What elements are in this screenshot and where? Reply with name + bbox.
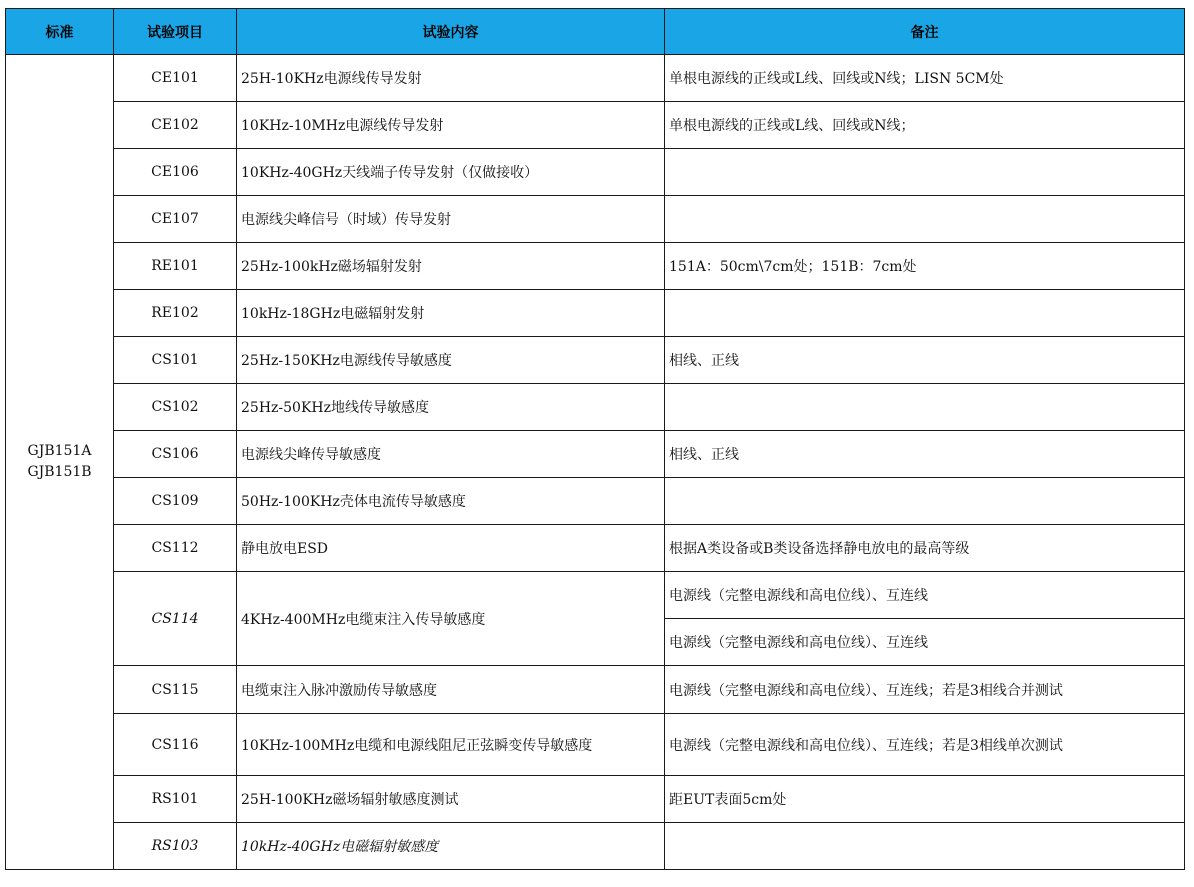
standard-cell [6,55,114,870]
test-note [665,823,1185,870]
test-code: CE107 [114,196,237,243]
test-note: 电源线（完整电源线和高电位线）、互连线 [665,572,1185,619]
table-row [6,384,1185,431]
test-code: CS114 [114,572,237,666]
test-note: 151A：50cm\7cm处；151B：7cm处 [665,243,1185,290]
test-note [665,149,1185,196]
test-note: 相线、正线 [665,337,1185,384]
test-content: 4KHz-400MHz电缆束注入传导敏感度 [237,572,665,666]
test-code: CE101 [114,55,237,102]
test-content: 25H-10KHz电源线传导发射 [237,55,665,102]
table-row [6,776,1185,823]
header-test-content: 试验内容 [237,9,665,55]
test-note [665,478,1185,525]
table-row [6,102,1185,149]
test-content: 25Hz-100kHz磁场辐射发射 [237,243,665,290]
table-row [6,478,1185,525]
test-content: 10kHz-40GHz电磁辐射敏感度 [237,823,665,870]
test-note [665,290,1185,337]
test-content: 10KHz-100MHz电缆和电源线阻尼正弦瞬变传导敏感度 [237,714,665,776]
table-row [6,55,1185,102]
test-content: 10KHz-40GHz天线端子传导发射（仅做接收） [237,149,665,196]
test-content: 10kHz-18GHz电磁辐射发射 [237,290,665,337]
test-note [665,384,1185,431]
test-code: CE102 [114,102,237,149]
test-note: 单根电源线的正线或L线、回线或N线；LISN 5CM处 [665,55,1185,102]
test-content: 25Hz-150KHz电源线传导敏感度 [237,337,665,384]
table-row [6,431,1185,478]
test-content: 25H-100KHz磁场辐射敏感度测试 [237,776,665,823]
test-code: RE101 [114,243,237,290]
table-row [6,714,1185,776]
header-row [6,9,1185,55]
test-note [665,196,1185,243]
test-content: 电源线尖峰信号（时域）传导发射 [237,196,665,243]
test-items-table [5,8,1185,870]
standard-gjb151b: GJB151B [27,464,92,480]
test-content: 电源线尖峰传导敏感度 [237,431,665,478]
test-note: 距EUT表面5cm处 [665,776,1185,823]
table-row [6,337,1185,384]
test-code: CS115 [114,666,237,714]
standard-gjb151a: GJB151A [27,443,92,459]
test-note: 单根电源线的正线或L线、回线或N线； [665,102,1185,149]
table-row [6,290,1185,337]
header-standard: 标准 [6,9,114,55]
test-code: CS106 [114,431,237,478]
table-row [6,196,1185,243]
test-code: CS101 [114,337,237,384]
test-note: 根据A类设备或B类设备选择静电放电的最高等级 [665,525,1185,572]
header-remarks: 备注 [665,9,1185,55]
table-row [6,572,1185,619]
test-note: 相线、正线 [665,431,1185,478]
table-row [6,243,1185,290]
table-row [6,823,1185,870]
test-note: 电源线（完整电源线和高电位线）、互连线；若是3相线单次测试 [665,714,1185,776]
test-code: RE102 [114,290,237,337]
test-content: 10KHz-10MHz电源线传导发射 [237,102,665,149]
test-code: CS112 [114,525,237,572]
test-note: 电源线（完整电源线和高电位线）、互连线；若是3相线合并测试 [665,666,1185,714]
test-code: RS101 [114,776,237,823]
test-code: CE106 [114,149,237,196]
test-content: 静电放电ESD [237,525,665,572]
test-code: RS103 [114,823,237,870]
test-code: CS102 [114,384,237,431]
header-test-item: 试验项目 [114,9,237,55]
test-code: CS116 [114,714,237,776]
test-content: 电缆束注入脉冲激励传导敏感度 [237,666,665,714]
test-content: 50Hz-100KHz壳体电流传导敏感度 [237,478,665,525]
table-row [6,666,1185,714]
test-note: 电源线（完整电源线和高电位线）、互连线 [665,619,1185,666]
table-row [6,525,1185,572]
test-content: 25Hz-50KHz地线传导敏感度 [237,384,665,431]
table-row [6,149,1185,196]
test-code: CS109 [114,478,237,525]
